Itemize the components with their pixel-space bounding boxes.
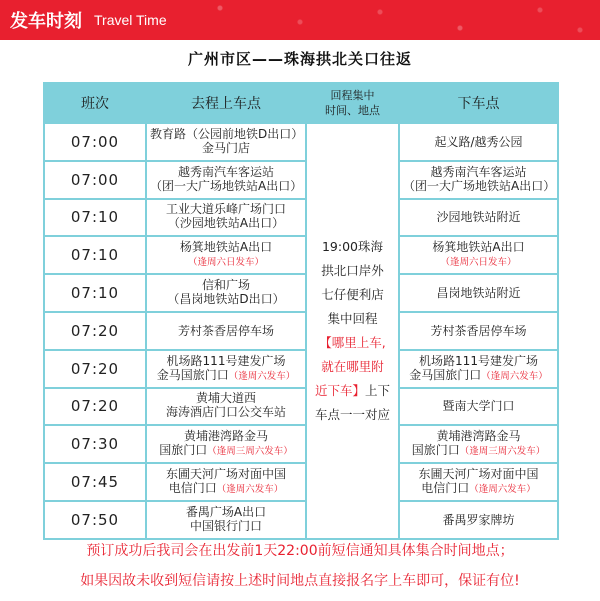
dropoff-stop [399,312,558,350]
dropoff-schedule-note: （逢周三周六发车） [459,446,546,458]
outbound-stop-line2 [150,141,302,157]
return-info [306,123,399,539]
outbound-stop-line2-text: 电信门口 [168,481,217,496]
dropoff-stop [399,388,558,426]
departure-time: 07:00 [44,123,146,161]
outbound-stop-line2 [150,481,302,497]
outbound-stop-line1: 越秀南汽车客运站 [177,164,274,179]
footer-notice-2: 如果因故未收到短信请按上述时间地点直接报名字上车即可，保证有位! [80,573,520,589]
header-outbound: 去程上车点 [146,83,306,123]
dropoff-stop-line1: 机场路111号建发广场 [419,353,538,368]
departure-time: 07:10 [44,199,146,237]
departure-time: 07:20 [44,350,146,388]
table-header-row [44,83,558,123]
table-row [44,312,558,350]
outbound-schedule-note: （逢周六发车） [216,484,284,496]
return-tail: 上下 [365,382,391,398]
dropoff-stop-line2-text: 金马国旅门口 [409,367,482,382]
dropoff-stop [399,274,558,312]
header-banner [0,0,600,40]
dropoff-stop [399,425,558,463]
route-title: 广州市区——珠海拱北关口往返 [187,50,412,68]
outbound-stop-line1: 工业大道乐峰广场门口 [165,202,286,217]
outbound-stop-line2-text: 金马国旅门口 [156,367,229,382]
departure-time: 07:20 [44,312,146,350]
header-return-line1: 回程集中 [330,89,375,102]
outbound-stop-line2 [150,292,302,308]
header-return-line2: 时间、地点 [325,104,380,117]
outbound-stop-line1: 机场路111号建发广场 [166,353,286,368]
outbound-stop-line1: 东圃天河广场对面中国 [165,467,286,482]
outbound-stop [146,501,306,539]
table-row [44,463,558,501]
outbound-stop-line1: 黄埔港湾路金马 [183,429,268,444]
outbound-stop-line2-text: （团一大广场地铁站A出口） [150,178,303,193]
return-line-2: 拱北口岸外 [321,262,384,278]
dropoff-stop [399,161,558,199]
banner-subtitle: Travel Time [94,12,167,28]
dropoff-stop-line1: 东圃天河广场对面中国 [418,467,539,482]
dropoff-stop [399,463,558,501]
dropoff-stop [399,123,558,161]
outbound-stop-line2 [150,254,302,270]
return-line-6: 车点一一对应 [314,406,390,422]
outbound-stop-line1: 芳村茶香居停车场 [177,323,274,338]
departure-time: 07:10 [44,236,146,274]
outbound-stop-line2-text: 海涛酒店门口公交车站 [165,405,286,420]
table-row [44,274,558,312]
outbound-schedule-note: （逢周六日发车） [187,257,264,269]
outbound-stop [146,350,306,388]
table-row [44,199,558,237]
table-row [44,425,558,463]
banner-title: 发车时刻 [10,11,82,32]
dropoff-stop-line2 [403,179,554,195]
outbound-stop-line2-text: 金马门店 [201,140,250,155]
outbound-stop [146,123,306,161]
outbound-stop-line1: 黄埔大道西 [195,391,256,406]
dropoff-stop-line1: 起义路/越秀公园 [434,134,523,149]
dropoff-schedule-note: （逢周六日发车） [440,257,517,269]
outbound-stop-line2 [150,405,302,421]
outbound-stop-line1: 杨箕地铁站A出口 [179,240,273,255]
outbound-stop [146,312,306,350]
return-line-3: 七仔便利店 [321,286,384,302]
departure-time: 07:30 [44,425,146,463]
dropoff-stop-line2-text: （团一大广场地铁站A出口） [403,178,556,193]
outbound-stop [146,199,306,237]
dropoff-stop [399,501,558,539]
return-red-3: 近下车】 [314,382,365,398]
dropoff-stop [399,236,558,274]
dropoff-stop-line1: 黄埔港湾路金马 [436,429,521,444]
outbound-stop [146,463,306,501]
departure-time: 07:50 [44,501,146,539]
table-row [44,236,558,274]
outbound-stop-line2-text: （沙园地铁站A出口） [167,216,285,231]
outbound-stop [146,388,306,426]
return-line-1: 19:00珠海 [321,238,384,254]
dropoff-stop-line2 [403,254,554,270]
return-line-4: 集中回程 [327,310,378,326]
dropoff-schedule-note: （逢周六发车） [469,484,536,496]
table-row [44,350,558,388]
outbound-stop [146,236,306,274]
schedule-body [44,123,558,539]
outbound-stop [146,161,306,199]
return-red-2: 就在哪里附 [321,358,384,374]
dropoff-stop-line1: 番禺罗家牌坊 [442,512,515,527]
outbound-stop-line2-text: 国旅门口 [159,443,208,458]
departure-time: 07:20 [44,388,146,426]
table-row [44,161,558,199]
outbound-stop [146,274,306,312]
dropoff-stop-line1: 杨箕地铁站A出口 [432,240,525,255]
return-red-3-line [313,379,392,403]
outbound-stop-line2-text: 中国银行门口 [189,518,262,533]
table-row [44,123,558,161]
dropoff-stop-line1: 越秀南汽车客运站 [430,164,527,179]
dropoff-stop-line1: 芳村茶香居停车场 [430,323,527,338]
outbound-schedule-note: （逢周三周六发车） [207,446,293,458]
outbound-stop-line2 [150,519,302,535]
return-red-1: 【哪里上车, [319,334,386,350]
dropoff-stop-line2 [403,368,554,384]
outbound-stop-line2 [150,443,302,459]
outbound-stop [146,425,306,463]
outbound-stop-line1: 教育路（公园前地铁D出口） [150,126,304,141]
schedule-table [43,82,559,540]
outbound-stop-line2 [150,368,302,384]
dropoff-stop [399,350,558,388]
header-shift: 班次 [44,83,146,123]
dropoff-stop-line2-text: 国旅门口 [411,443,460,458]
dropoff-schedule-note: （逢周六发车） [481,370,548,382]
dropoff-stop-line2 [403,443,554,459]
outbound-stop-line2 [150,179,302,195]
dropoff-stop-line1: 暨南大学门口 [442,399,515,414]
dropoff-stop-line1: 昌岗地铁站附近 [436,286,521,301]
outbound-schedule-note: （逢周六发车） [228,370,296,382]
footer-notice-1: 预订成功后我司会在出发前1天22:00前短信通知具体集合时间地点； [86,543,514,559]
outbound-stop-line2 [150,216,302,232]
table-row [44,501,558,539]
header-return [306,83,399,123]
departure-time: 07:00 [44,161,146,199]
header-dropoff: 下车点 [399,83,558,123]
dropoff-stop-line1: 沙园地铁站附近 [436,210,521,225]
outbound-stop-line2-text: （昌岗地铁站D出口） [167,292,285,307]
dropoff-stop [399,199,558,237]
departure-time: 07:45 [44,463,146,501]
schedule-table-wrap [43,82,557,540]
table-row [44,388,558,426]
departure-time: 07:10 [44,274,146,312]
outbound-stop-line1: 番禺广场A出口 [185,504,267,519]
dropoff-stop-line2-text: 电信门口 [421,481,470,496]
outbound-stop-line1: 信和广场 [201,278,250,293]
dropoff-stop-line2 [403,481,554,497]
